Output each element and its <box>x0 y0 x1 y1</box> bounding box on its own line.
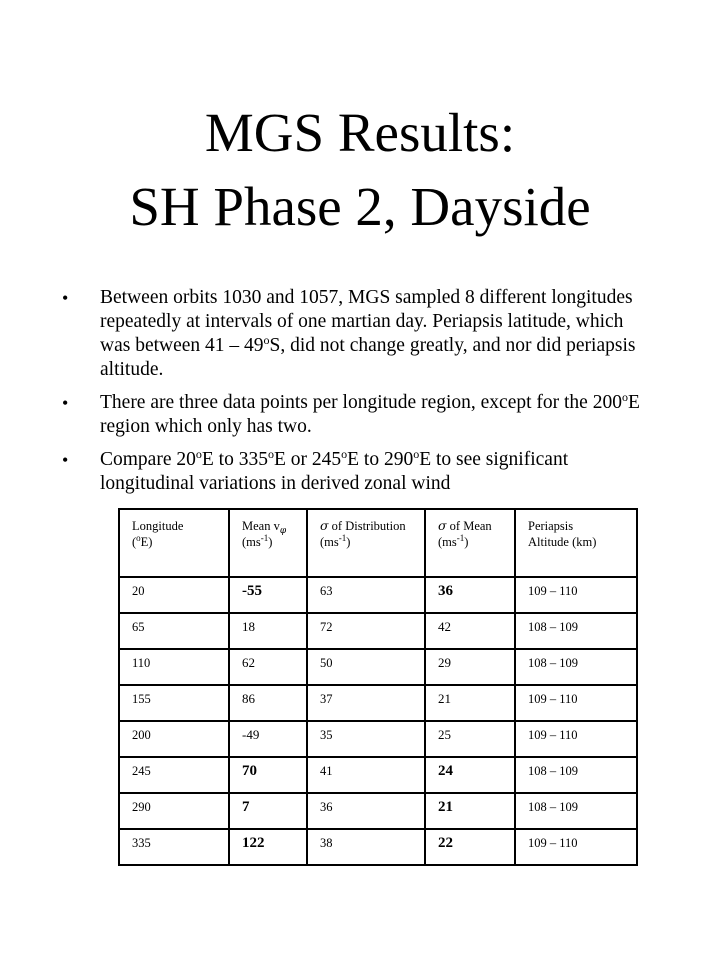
cell-sigma-mean: 42 <box>425 613 515 649</box>
degree-superscript: o <box>267 447 274 461</box>
header-sigma-mean-post: ) <box>464 535 469 549</box>
table-row <box>119 757 637 793</box>
header-altitude-line2: Altitude (km) <box>528 535 597 549</box>
header-mean-v-sup: -1 <box>260 533 269 543</box>
header-mean-v-unit <box>242 534 306 550</box>
bullet-dot: • <box>62 450 69 470</box>
cell-periapsis-altitude: 109 – 110 <box>515 685 637 721</box>
bullet-dot: • <box>62 288 69 308</box>
cell-mean-v: 70 <box>229 757 307 793</box>
header-longitude-line1: Longitude <box>132 519 184 533</box>
header-longitude-post: E) <box>140 535 153 549</box>
cell-longitude: 335 <box>119 829 229 865</box>
cell-sigma-mean: 22 <box>425 829 515 865</box>
header-mean-v-post: ) <box>268 535 273 549</box>
cell-periapsis-altitude: 109 – 110 <box>515 829 637 865</box>
sigma-symbol: σ <box>438 518 447 533</box>
cell-mean-v: 86 <box>229 685 307 721</box>
header-sigma-dist-pre: (ms <box>320 535 339 549</box>
cell-mean-v: 18 <box>229 613 307 649</box>
bullet-text: There are three data points per longitude region, except for the 200 <box>100 392 622 413</box>
title-line-1: MGS Results: <box>204 102 516 163</box>
cell-sigma-distribution: 72 <box>307 613 425 649</box>
cell-sigma-mean: 21 <box>425 685 515 721</box>
cell-sigma-mean: 24 <box>425 757 515 793</box>
cell-longitude: 290 <box>119 793 229 829</box>
header-sigma-dist-text: of Distribution <box>328 519 406 533</box>
header-mean-v-text: Mean v <box>242 519 280 533</box>
cell-sigma-distribution: 37 <box>307 685 425 721</box>
cell-periapsis-altitude: 109 – 110 <box>515 721 637 757</box>
cell-mean-v: 122 <box>229 829 307 865</box>
header-mean-v <box>229 509 307 577</box>
title-line-2: SH Phase 2, Dayside <box>129 176 591 237</box>
table-row <box>119 613 637 649</box>
header-periapsis-altitude <box>515 509 637 577</box>
bullet-item <box>62 391 644 439</box>
bullet-dot: • <box>62 393 69 413</box>
cell-longitude: 110 <box>119 649 229 685</box>
table-header-row <box>119 509 637 577</box>
degree-superscript: o <box>263 333 270 347</box>
cell-periapsis-altitude: 108 – 109 <box>515 757 637 793</box>
header-sigma-mean-line1 <box>438 518 514 534</box>
bullet-text: Between orbits 1030 and 1057, MGS sampled 8 different longitudes repeatedly at intervals of one martian day. Periapsis latitude, which was between 41 – 49 <box>100 287 633 356</box>
cell-sigma-mean: 25 <box>425 721 515 757</box>
cell-mean-v: 62 <box>229 649 307 685</box>
bullet-item <box>62 286 644 382</box>
header-longitude <box>119 509 229 577</box>
cell-longitude: 155 <box>119 685 229 721</box>
degree-superscript: o <box>136 533 141 543</box>
cell-periapsis-altitude: 108 – 109 <box>515 793 637 829</box>
bullet-list <box>62 286 644 505</box>
cell-sigma-mean: 29 <box>425 649 515 685</box>
cell-sigma-distribution: 50 <box>307 649 425 685</box>
cell-mean-v: -49 <box>229 721 307 757</box>
cell-mean-v: -55 <box>229 577 307 613</box>
header-sigma-mean <box>425 509 515 577</box>
cell-sigma-distribution: 38 <box>307 829 425 865</box>
table-body <box>119 577 637 865</box>
bullet-text: S, did not change greatly, and nor did periapsis altitude. <box>100 335 636 380</box>
table-row <box>119 577 637 613</box>
degree-superscript: o <box>621 390 628 404</box>
longitude-wind-table <box>118 508 638 866</box>
table-row <box>119 649 637 685</box>
bullet-item <box>62 448 644 496</box>
header-mean-v-pre: (ms <box>242 535 261 549</box>
slide-title <box>0 96 720 244</box>
cell-sigma-distribution: 35 <box>307 721 425 757</box>
cell-mean-v: 7 <box>229 793 307 829</box>
bullet-text: Compare 20 <box>100 449 196 470</box>
bullet-text: E to 335 <box>201 449 268 470</box>
header-sigma-mean-text: of Mean <box>446 519 492 533</box>
cell-periapsis-altitude: 108 – 109 <box>515 613 637 649</box>
header-sigma-dist-unit <box>320 534 424 550</box>
bullet-text: E or 245 <box>273 449 342 470</box>
cell-longitude: 245 <box>119 757 229 793</box>
header-sigma-mean-sup: -1 <box>456 533 465 543</box>
cell-sigma-mean: 36 <box>425 577 515 613</box>
bullet-text: E to 290 <box>347 449 414 470</box>
cell-sigma-distribution: 36 <box>307 793 425 829</box>
header-sigma-mean-pre: (ms <box>438 535 457 549</box>
header-sigma-distribution <box>307 509 425 577</box>
cell-longitude: 200 <box>119 721 229 757</box>
cell-longitude: 65 <box>119 613 229 649</box>
table-row <box>119 829 637 865</box>
header-sigma-dist-sup: -1 <box>338 533 347 543</box>
cell-periapsis-altitude: 108 – 109 <box>515 649 637 685</box>
header-longitude-pre: ( <box>132 535 137 549</box>
phi-subscript: φ <box>279 526 287 536</box>
degree-superscript: o <box>413 447 420 461</box>
cell-sigma-distribution: 41 <box>307 757 425 793</box>
header-sigma-mean-unit <box>438 534 514 550</box>
table-row <box>119 685 637 721</box>
cell-longitude: 20 <box>119 577 229 613</box>
degree-superscript: o <box>341 447 348 461</box>
cell-sigma-mean: 21 <box>425 793 515 829</box>
bullet-text: E to see significant longitudinal variations in derived zonal wind <box>100 449 569 494</box>
header-sigma-dist-post: ) <box>346 535 351 549</box>
header-mean-v-line1 <box>242 518 306 534</box>
degree-superscript: o <box>195 447 202 461</box>
bullet-text: E region which only has two. <box>100 392 640 437</box>
cell-sigma-distribution: 63 <box>307 577 425 613</box>
sigma-symbol: σ <box>320 518 329 533</box>
table-row <box>119 721 637 757</box>
header-sigma-dist-line1 <box>320 518 424 534</box>
header-longitude-unit <box>132 534 228 550</box>
table-row <box>119 793 637 829</box>
header-altitude-line1: Periapsis <box>528 519 574 533</box>
cell-periapsis-altitude: 109 – 110 <box>515 577 637 613</box>
